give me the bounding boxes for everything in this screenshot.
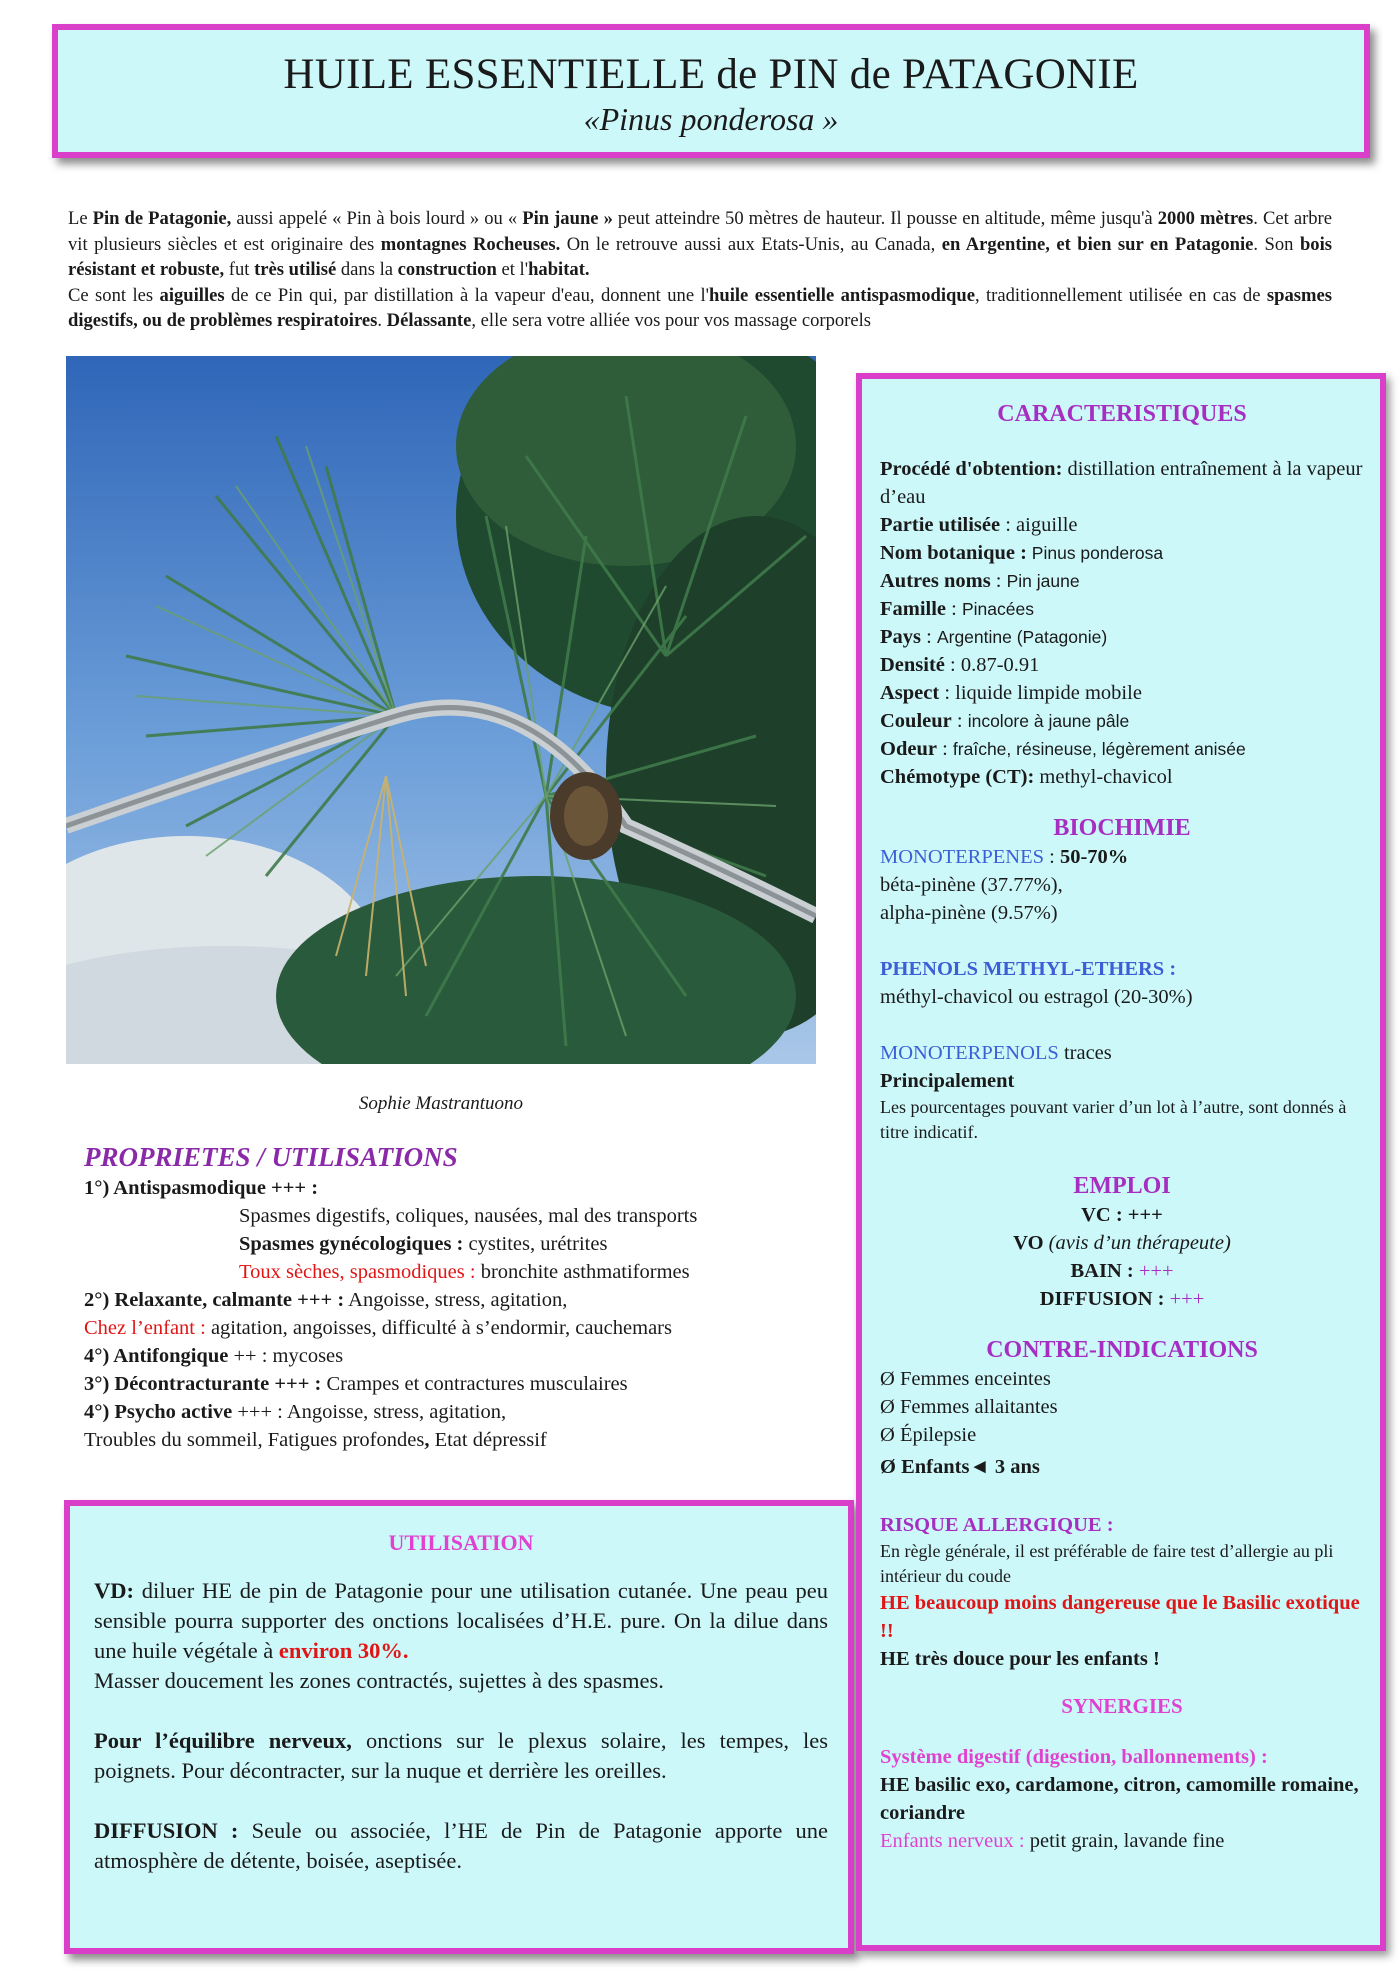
intro-p1-run: aussi appelé « Pin à bois lourd » ou « [231,208,523,229]
risque-warning: HE beaucoup moins dangereuse que le Basilic exotique !! [880,1592,1360,1642]
intro-p2-run: . [377,310,387,331]
intro-p2-run: , traditionnellement utilisée en cas de [974,284,1267,306]
bio-phenols: PHENOLS METHYL-ETHERS : [880,958,1177,980]
bio-monoterpenes: MONOTERPENES : 50-70% [880,846,1129,868]
property-relaxing: 2°) Relaxante, calmante +++ : Angoisse, stress, agitation, [84,1289,568,1311]
char-chemotype: Chémotype (CT): methyl-chavicol [880,766,1173,788]
contre-item-4: Ø Enfants◄ 3 ans [880,1456,1040,1478]
intro-p2-run: aiguilles [159,284,225,306]
intro-p2-run: spasmes digestifs, ou de problèmes respiratoires [68,284,1332,331]
contre-item-2: Ø Femmes allaitantes [880,1396,1058,1418]
intro-p1-run: très utilisé [254,259,337,280]
property-antifungal: 4°) Antifongique ++ : mycoses [84,1345,344,1367]
intro-p1-run: . Cet arbre vit plusieurs siècles et est originaire des [68,208,1333,255]
property-psychoactive-line-2: Troubles du sommeil, Fatigues profondes, Etat dépressif [84,1429,547,1451]
char-autres-noms: Autres noms : Pin jaune [880,570,1080,592]
utilisation-nervous-balance: Pour l’équilibre nerveux, onctions sur le plexus solaire, les tempes, les poignets. Pour décontracter, sur la nuque et derrière les oreilles. [94,1728,829,1783]
intro-p1-run: . Son [1253,233,1300,255]
char-famille: Famille : Pinacées [880,598,1034,620]
pine-photo [66,356,816,1064]
property-antispasmodic-line-1: Spasmes digestifs, coliques, nausées, mal des transports [239,1205,698,1227]
synergies-digestif-label: Système digestif (digestion, ballonnements) : [880,1746,1268,1768]
property-antispasmodic: 1°) Antispasmodique +++ : [84,1177,319,1199]
intro-p1-run: construction [397,259,497,280]
intro-p2-run: de ce Pin qui, par distillation à la vapeur d'eau, donnent une l' [224,284,710,306]
intro-paragraph-1 [68,206,1332,283]
properties-section [84,1140,824,1454]
emploi-title: EMPLOI [1073,1173,1171,1199]
contre-title: CONTRE-INDICATIONS [986,1337,1258,1363]
bio-principalement: Principalement [880,1070,1015,1092]
char-nom: Nom botanique : Pinus ponderosa [880,542,1164,564]
bio-beta-pinene: béta-pinène (37.77%), [880,874,1063,896]
contre-item-3: Ø Épilepsie [880,1424,977,1446]
biochimie-title: BIOCHIMIE [1053,815,1191,841]
risque-text: En règle générale, il est préférable de faire test d’allergie au pli intérieur du coude [880,1541,1334,1586]
properties-heading: PROPRIETES / UTILISATIONS [84,1142,458,1172]
synergies-nerveux: Enfants nerveux : petit grain, lavande fine [880,1830,1225,1852]
intro-p1-run: Pin de Patagonie, [92,208,232,229]
utilisation-box [64,1500,854,1954]
emploi-bain: BAIN : +++ [1070,1260,1174,1282]
contre-item-1: Ø Femmes enceintes [880,1368,1051,1390]
characteristics-box [856,373,1386,1951]
bio-monoterpenols: MONOTERPENOLS traces [880,1042,1112,1064]
utilisation-title: UTILISATION [388,1530,534,1555]
emploi-vc: VC : +++ [1081,1204,1163,1226]
property-decontracting: 3°) Décontracturante +++ : Crampes et contractures musculaires [84,1373,628,1395]
property-antispasmodic-line-2: Spasmes gynécologiques : cystites, urétrites [239,1233,608,1255]
synergies-digestif: HE basilic exo, cardamone, citron, camomille romaine, coriandre [880,1774,1359,1824]
synergies-title: SYNERGIES [1061,1694,1183,1718]
char-couleur: Couleur : incolore à jaune pâle [880,710,1130,732]
property-child: Chez l’enfant : agitation, angoisses, difficulté à s’endormir, cauchemars [84,1317,672,1339]
intro-p1-run: montagnes Rocheuses. [380,233,561,255]
char-partie: Partie utilisée : aiguille [880,514,1078,536]
emploi-vo: VO (avis d’un thérapeute) [1013,1232,1231,1254]
photo-credit: Sophie Mastrantuono [358,1093,524,1114]
bio-note: Les pourcentages pouvant varier d’un lot à l’autre, sont donnés à titre indicatif. [880,1097,1347,1142]
char-procede: Procédé d'obtention: distillation entraînement à la vapeur d’eau [880,458,1363,508]
intro-p1-run: dans la [336,259,398,280]
char-densite: Densité : 0.87-0.91 [880,654,1040,676]
page-subtitle: «Pinus ponderosa » [583,101,839,137]
intro-p1-run: fut [224,259,255,280]
bio-alpha-pinene: alpha-pinène (9.57%) [880,902,1058,924]
char-pays: Pays : Argentine (Patagonie) [880,626,1108,648]
property-psychoactive: 4°) Psycho active +++ : Angoisse, stress, agitation, [84,1401,507,1423]
pine-branch-illustration [66,356,816,1064]
intro-paragraph-2 [68,283,1332,334]
intro-p1-run: peut atteindre 50 mètres de hauteur. Il pousse en altitude, même jusqu'à [612,208,1158,229]
intro-p2-run: Ce sont les [68,284,160,306]
risque-title: RISQUE ALLERGIQUE : [880,1514,1114,1536]
page-title: HUILE ESSENTIELLE de PIN de PATAGONIE [283,51,1139,98]
intro-p1-run: bois résistant et robuste, [68,233,1332,280]
intro-p1-run: On le retrouve aussi aux Etats-Unis, au Canada, [560,233,942,255]
intro-p1-run: 2000 mètres [1157,208,1254,229]
utilisation-vd: VD: diluer HE de pin de Patagonie pour une utilisation cutanée. Une peau peu sensible pourra supporter des onctions localisées d’H.E. pure. On la dilue dans une huile végétale à environ 30%. Masser doucement les zones contractés, sujettes à des spasmes. [94,1578,828,1693]
intro-p1-run: habitat. [528,259,590,280]
characteristics-title: CARACTERISTIQUES [997,401,1247,427]
intro-p2-run: huile essentielle antispasmodique [709,284,975,306]
bio-phenols-value: méthyl-chavicol ou estragol (20-30%) [880,986,1193,1008]
intro-p1-run: Le [68,208,93,229]
intro-p1-run: Pin jaune » [522,208,613,229]
property-antispasmodic-line-3: Toux sèches, spasmodiques : bronchite asthmatiformes [239,1261,690,1283]
intro-p1-run: en Argentine, et bien sur en Patagonie [941,233,1254,255]
intro-p1-run: et l' [496,259,529,280]
utilisation-diffusion: DIFFUSION : Seule ou associée, l’HE de Pin de Patagonie apporte une atmosphère de détente, boisée, aseptisée. [94,1818,828,1873]
emploi-diffusion: DIFFUSION : +++ [1039,1288,1205,1310]
char-odeur: Odeur : fraîche, résineuse, légèrement anisée [880,738,1246,760]
intro-p2-run: Délassante [386,310,472,331]
intro-p2-run: , elle sera votre alliée vos pour vos massage corporels [471,310,872,331]
char-aspect: Aspect : liquide limpide mobile [880,682,1142,704]
intro-text [68,206,1332,334]
risque-kids: HE très douce pour les enfants ! [880,1648,1160,1670]
title-box [52,24,1370,158]
